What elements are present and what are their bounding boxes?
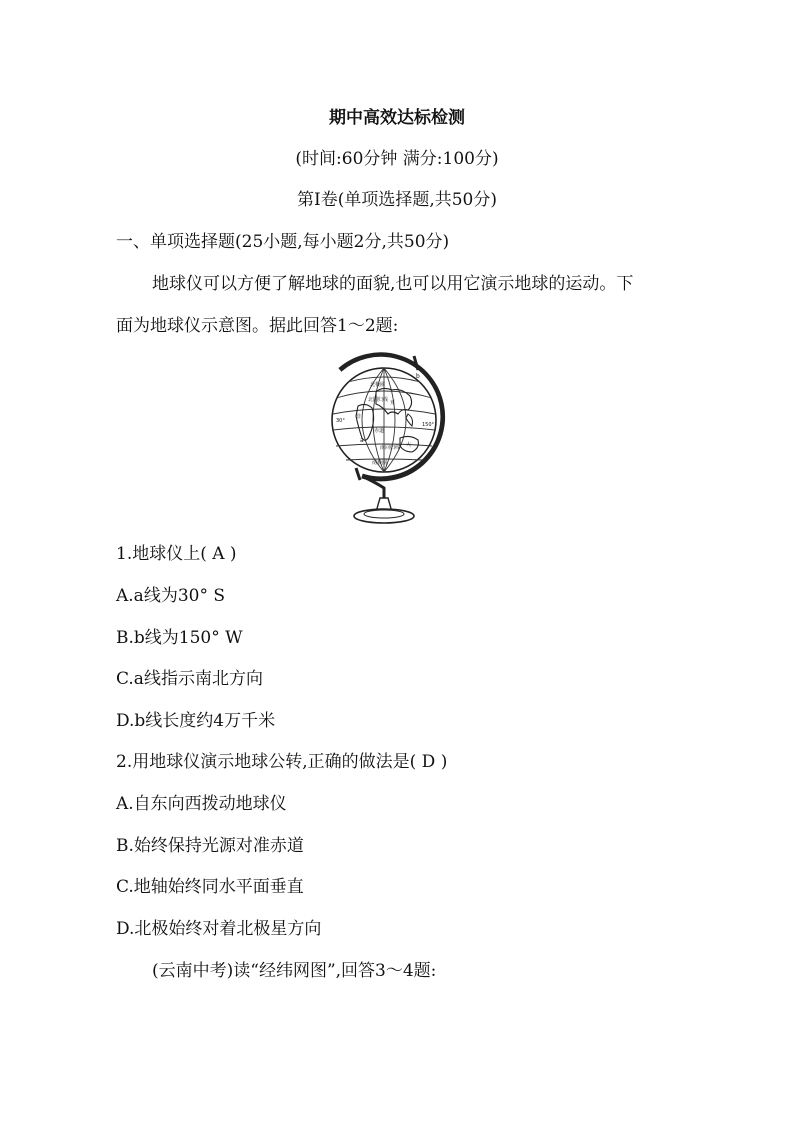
- section-title: 一、单项选择题(25小题,每小题2分,共50分): [116, 232, 450, 252]
- question-1-option-d: D.b线长度约4万千米: [116, 711, 276, 731]
- question-2-option-d: D.北极始终对着北极星方向: [116, 919, 322, 939]
- label-australia: 大: [406, 442, 412, 448]
- passage-line-2: 面为地球仪示意图。据此回答1～2题:: [116, 316, 399, 336]
- exam-time-info: (时间:60分钟 满分:100分): [295, 149, 499, 169]
- label-deg-right: 150°: [422, 422, 435, 428]
- label-b: b: [416, 373, 420, 380]
- label-tropic-s: 南回归线: [380, 445, 401, 451]
- question-1-stem: 1.地球仪上( A ): [116, 544, 237, 564]
- next-question-intro: (云南中考)读“经纬网图”,回答3～4题:: [152, 961, 437, 981]
- globe-icon: [322, 348, 466, 528]
- label-arctic: 北极圈: [370, 382, 386, 388]
- label-africa: 非: [356, 414, 362, 420]
- label-a: a: [360, 437, 364, 444]
- question-1-option-c: C.a线指示南北方向: [116, 669, 263, 689]
- label-antarctic: 南极圈: [372, 460, 388, 466]
- label-asia: 亚: [390, 400, 396, 406]
- label-tropic-n: 北回归线: [368, 397, 389, 403]
- label-deg-left: 30°: [336, 418, 345, 424]
- question-2-option-c: C.地轴始终同水平面垂直: [116, 877, 304, 897]
- globe-figure: [322, 348, 466, 528]
- question-2-stem: 2.用地球仪演示地球公转,正确的做法是( D ): [116, 752, 448, 772]
- passage-line-1: 地球仪可以方便了解地球的面貌,也可以用它演示地球的运动。下: [152, 274, 634, 294]
- label-equator: 赤道: [374, 428, 385, 434]
- question-2-option-a: A.自东向西拨动地球仪: [116, 794, 287, 814]
- volume-title: 第Ⅰ卷(单项选择题,共50分): [296, 190, 497, 210]
- page-title: 期中高效达标检测: [329, 108, 465, 128]
- question-1-option-b: B.b线为150° W: [116, 628, 243, 648]
- question-1-option-a: A.a线为30° S: [116, 586, 225, 606]
- question-2-option-b: B.始终保持光源对准赤道: [116, 836, 304, 856]
